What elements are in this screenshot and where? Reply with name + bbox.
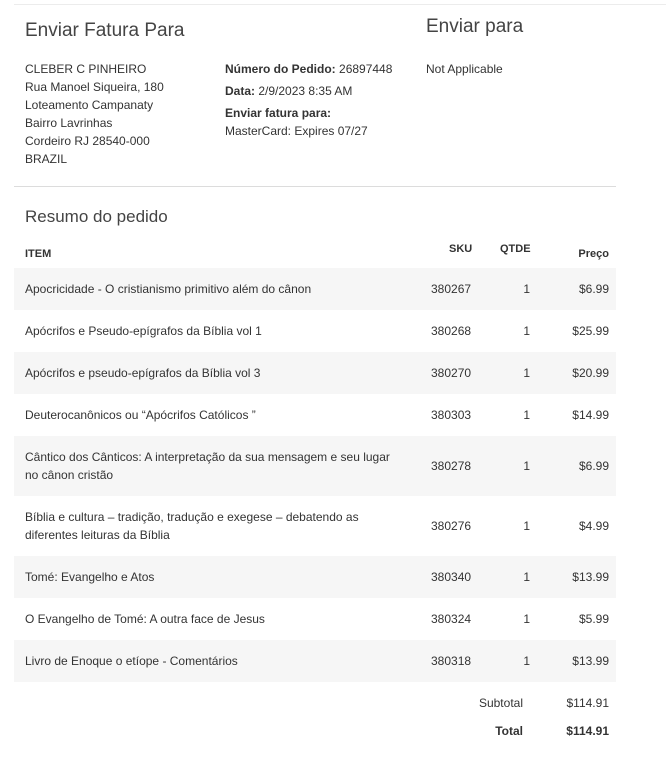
order-items-table xyxy=(14,268,616,682)
item-name: Tomé: Evangelho e Atos xyxy=(25,570,155,584)
order-number xyxy=(225,60,392,78)
billing-address xyxy=(25,60,164,168)
column-header-qty: QTDE xyxy=(500,243,531,255)
column-header-sku: SKU xyxy=(449,243,473,255)
order-info xyxy=(225,60,392,140)
address-line: CLEBER C PINHEIRO xyxy=(25,62,147,76)
table-row xyxy=(14,640,616,682)
order-date xyxy=(225,82,392,100)
item-qty: 1 xyxy=(523,324,530,338)
table-row xyxy=(14,268,616,310)
item-sku: 380303 xyxy=(431,408,472,422)
item-qty: 1 xyxy=(523,654,530,668)
total-label: Total xyxy=(495,724,523,738)
address-line: Rua Manoel Siqueira, 180 xyxy=(25,80,164,94)
order-number-value: 26897448 xyxy=(339,62,393,76)
item-name: O Evangelho de Tomé: A outra face de Jesus xyxy=(25,612,265,626)
item-qty: 1 xyxy=(523,366,530,380)
item-name: Cântico dos Cânticos: A interpretação da sua mensagem e seu lugar no cânon cristão xyxy=(25,450,390,482)
table-row xyxy=(14,556,616,598)
item-price: $25.99 xyxy=(572,324,609,338)
table-row xyxy=(14,598,616,640)
item-price: $13.99 xyxy=(572,570,609,584)
item-qty: 1 xyxy=(523,282,530,296)
table-row xyxy=(14,310,616,352)
address-line: Bairro Lavrinhas xyxy=(25,116,113,130)
ship-to-value: Not Applicable xyxy=(426,62,503,76)
item-qty: 1 xyxy=(523,408,530,422)
table-row xyxy=(14,496,616,556)
item-sku: 380267 xyxy=(431,282,472,296)
subtotal-label: Subtotal xyxy=(478,696,523,710)
table-row xyxy=(14,352,616,394)
invoice-to-label: Enviar fatura para: xyxy=(225,106,332,120)
order-summary-title: Resumo do pedido xyxy=(25,207,168,226)
order-date-label: Data: xyxy=(225,84,256,98)
item-price: $14.99 xyxy=(572,408,609,422)
item-name: Livro de Enoque o etíope - Comentários xyxy=(25,654,238,668)
subtotal-value: $114.91 xyxy=(566,696,609,710)
item-sku: 380278 xyxy=(431,459,472,473)
item-qty: 1 xyxy=(523,459,530,473)
item-name: Apocricidade - O cristianismo primitivo além do cânon xyxy=(25,282,312,296)
order-date-value: 2/9/2023 8:35 AM xyxy=(258,84,353,98)
item-name: Deuterocanônicos ou “Apócrifos Católicos ” xyxy=(25,408,256,422)
item-sku: 380270 xyxy=(431,366,472,380)
item-price: $6.99 xyxy=(578,459,609,473)
item-name: Apócrifos e Pseudo-epígrafos da Bíblia vol 1 xyxy=(25,324,262,338)
section-divider xyxy=(14,186,616,187)
column-header-item: ITEM xyxy=(25,248,52,260)
item-sku: 380340 xyxy=(431,570,472,584)
order-number-label: Número do Pedido: xyxy=(225,62,336,76)
top-divider xyxy=(14,4,666,5)
bill-to-title: Enviar Fatura Para xyxy=(25,20,185,41)
item-sku: 380324 xyxy=(431,612,472,626)
column-header-price: Preço xyxy=(578,248,609,260)
item-name: Bíblia e cultura – tradição, tradução e exegese – debatendo as diferentes leituras da Bíblia xyxy=(25,510,359,542)
item-sku: 380318 xyxy=(431,654,472,668)
table-row xyxy=(14,394,616,436)
item-qty: 1 xyxy=(523,612,530,626)
item-name: Apócrifos e pseudo-epígrafos da Bíblia vol 3 xyxy=(25,366,261,380)
item-qty: 1 xyxy=(523,519,530,533)
payment-method: MasterCard: Expires 07/27 xyxy=(225,124,368,138)
item-price: $13.99 xyxy=(572,654,609,668)
total-value: $114.91 xyxy=(566,724,609,738)
address-line: Loteamento Campanaty xyxy=(25,98,154,112)
address-line: Cordeiro RJ 28540-000 xyxy=(25,134,150,148)
item-price: $6.99 xyxy=(578,282,609,296)
item-sku: 380276 xyxy=(431,519,472,533)
address-line: BRAZIL xyxy=(25,152,68,166)
ship-to-title: Enviar para xyxy=(426,16,524,37)
item-price: $5.99 xyxy=(578,612,609,626)
item-price: $20.99 xyxy=(572,366,609,380)
invoice-to xyxy=(225,104,392,122)
item-price: $4.99 xyxy=(578,519,609,533)
item-qty: 1 xyxy=(523,570,530,584)
table-row xyxy=(14,436,616,496)
item-sku: 380268 xyxy=(431,324,472,338)
